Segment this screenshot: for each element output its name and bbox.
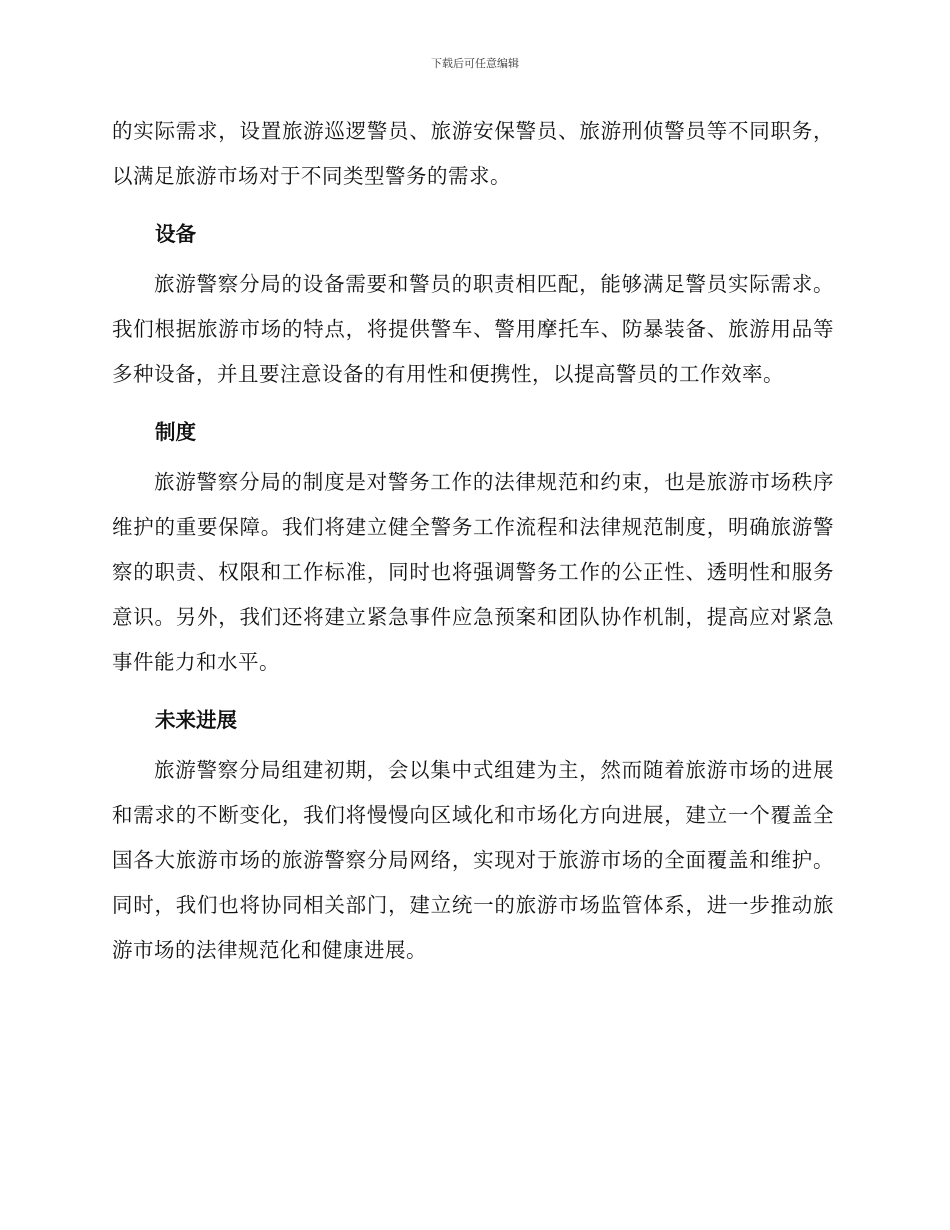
section-heading-system: 制度 <box>155 420 196 444</box>
page-header-note: 下载后可任意编辑 <box>431 57 519 70</box>
document-body <box>112 109 834 973</box>
system-paragraph: 旅游警察分局的制度是对警务工作的法律规范和约束，也是旅游市场秩序维护的重要保障。我们将建立健全警务工作流程和法律规范制度，明确旅游警察的职责、权限和工作标准，同时也将强调警务工作的公正性、透明性和服务意识。另外，我们还将建立紧急事件应急预案和团队协作机制，提高应对紧急事件能力和水平。 <box>112 470 834 674</box>
section-heading-equipment: 设备 <box>155 222 196 246</box>
intro-paragraph: 的实际需求，设置旅游巡逻警员、旅游安保警员、旅游刑侦警员等不同职务，以满足旅游市场对于不同类型警务的需求。 <box>112 119 834 188</box>
section-heading-future: 未来进展 <box>155 708 237 732</box>
future-paragraph: 旅游警察分局组建初期，会以集中式组建为主，然而随着旅游市场的进展和需求的不断变化，我们将慢慢向区域化和市场化方向进展，建立一个覆盖全国各大旅游市场的旅游警察分局网络，实现对于旅游市场的全面覆盖和维护。同时，我们也将协同相关部门，建立统一的旅游市场监管体系，进一步推动旅游市场的法律规范化和健康进展。 <box>112 758 834 962</box>
equipment-paragraph: 旅游警察分局的设备需要和警员的职责相匹配，能够满足警员实际需求。我们根据旅游市场的特点，将提供警车、警用摩托车、防暴装备、旅游用品等多种设备，并且要注意设备的有用性和便携性，以提高警员的工作效率。 <box>112 272 834 386</box>
